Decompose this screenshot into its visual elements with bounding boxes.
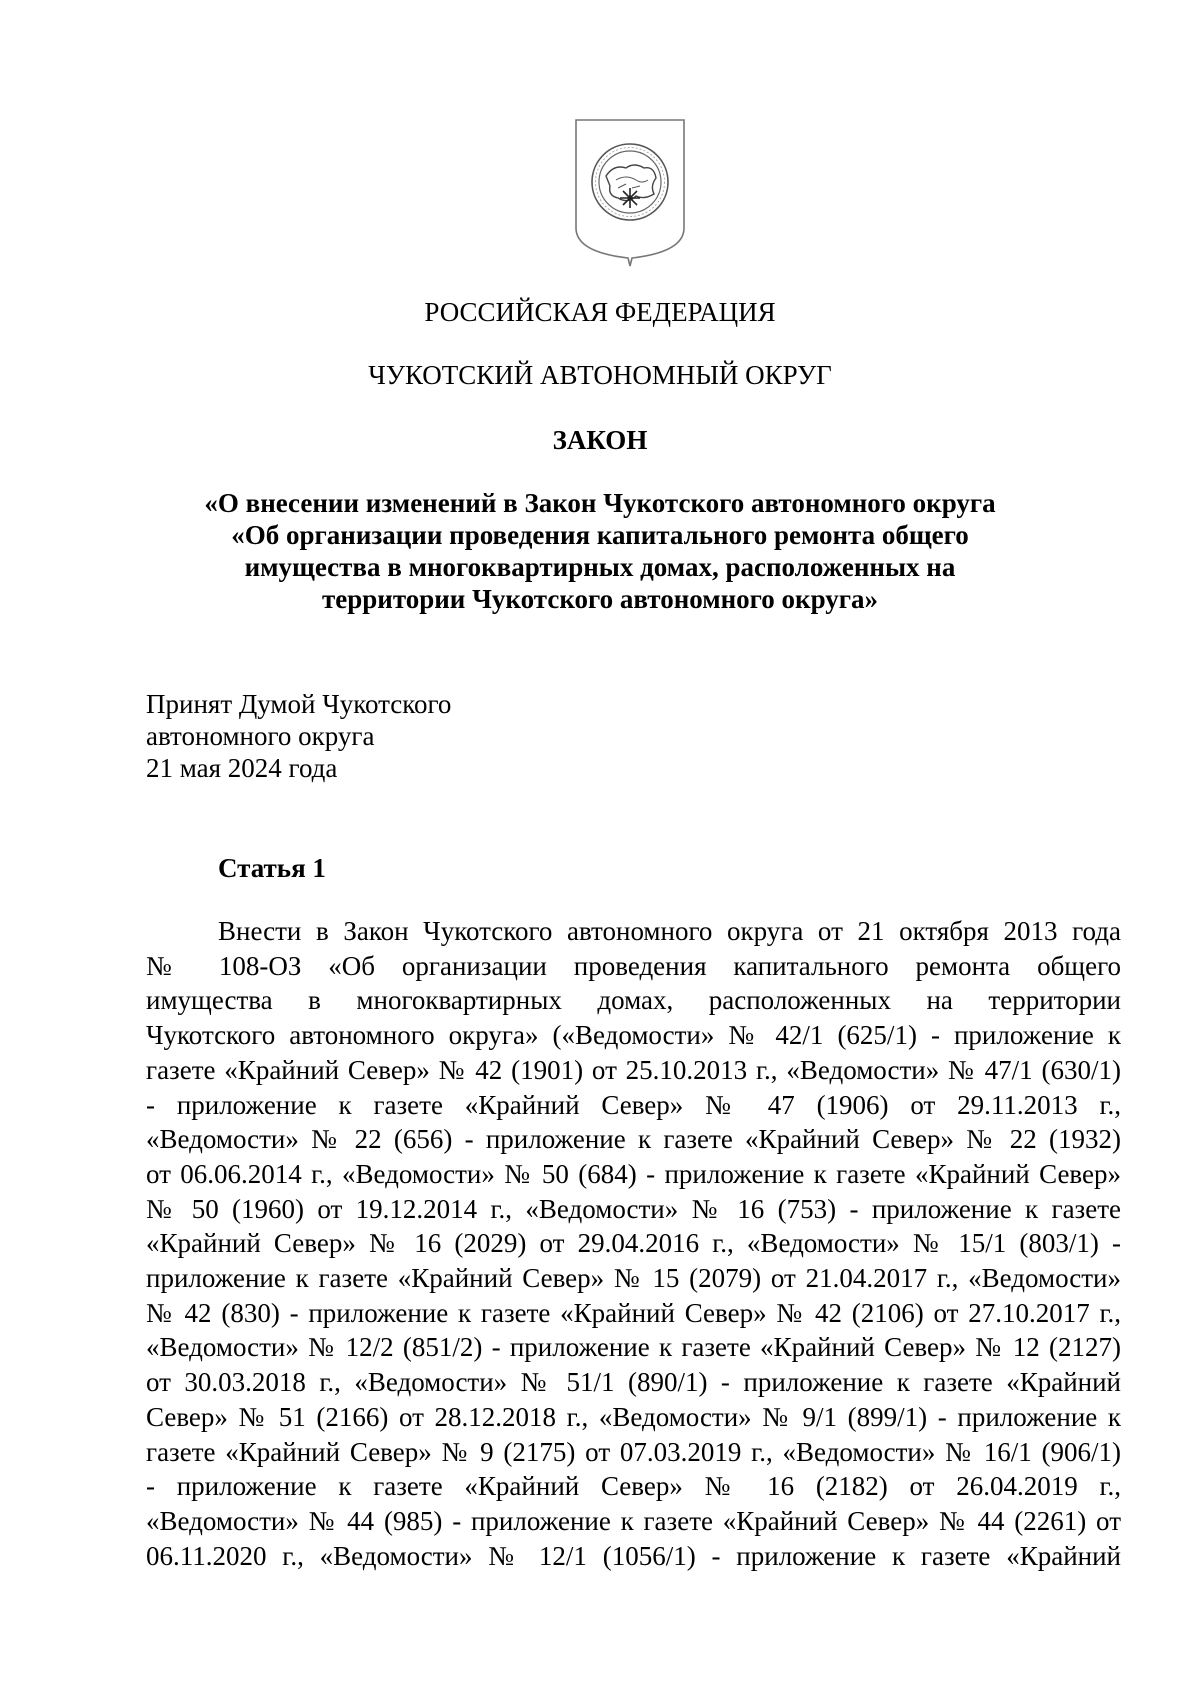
adoption-line: Принят Думой Чукотского (146, 689, 452, 719)
adoption-line: автономного округа (146, 721, 375, 751)
body-line: имущества в многоквартирных домах, расположенных на территории (146, 985, 1121, 1016)
body-line: от 30.03.2018 г., «Ведомости» № 51/1 (890/1) - приложение к газете «Крайний (146, 1367, 1121, 1398)
law-title-line: территории Чукотского автономного округа» (321, 584, 879, 614)
law-title (180, 487, 1020, 615)
body-line: газете «Крайний Север» № 9 (2175) от 07.03.2019 г., «Ведомости» № 16/1 (906/1) (146, 1436, 1121, 1467)
body-line: 06.11.2020 г., «Ведомости» № 12/1 (1056/1) - приложение к газете «Крайний (146, 1540, 1121, 1571)
body-line: «Крайний Север» № 16 (2029) от 29.04.2016 г., «Ведомости» № 15/1 (803/1) - (146, 1228, 1121, 1259)
law-title-line: «О внесении изменений в Закон Чукотского автономного округа (204, 488, 996, 518)
body-line: газете «Крайний Север» № 42 (1901) от 25.10.2013 г., «Ведомости» № 47/1 (630/1) (146, 1054, 1121, 1085)
body-line: - приложение к газете «Крайний Север» № 47 (1906) от 29.11.2013 г., (146, 1089, 1121, 1120)
body-line: - приложение к газете «Крайний Север» № 16 (2182) от 26.04.2019 г., (146, 1471, 1121, 1502)
article-body (146, 914, 1121, 1573)
body-line: приложение к газете «Крайний Север» № 15 (2079) от 21.04.2017 г., «Ведомости» (146, 1263, 1121, 1294)
body-line: «Ведомости» № 44 (985) - приложение к газете «Крайний Север» № 44 (2261) от (146, 1505, 1121, 1536)
body-line: «Ведомости» № 12/2 (851/2) - приложение к газете «Крайний Север» № 12 (2127) (146, 1332, 1121, 1363)
body-line: № 42 (830) - приложение к газете «Крайний Север» № 42 (2106) от 27.10.2017 г., (146, 1297, 1121, 1328)
adoption-date: 21 мая 2024 года (146, 753, 338, 783)
body-line: № 50 (1960) от 19.12.2014 г., «Ведомости» № 16 (753) - приложение к газете (146, 1193, 1121, 1224)
coat-of-arms-icon (570, 116, 690, 268)
region-name: ЧУКОТСКИЙ АВТОНОМНЫЙ ОКРУГ (368, 360, 832, 390)
document-type: ЗАКОН (552, 425, 648, 455)
adoption-note (146, 688, 451, 784)
article-heading: Статья 1 (218, 853, 326, 883)
country-name: РОССИЙСКАЯ ФЕДЕРАЦИЯ (424, 297, 776, 327)
body-line: Внести в Закон Чукотского автономного округа от 21 октября 2013 года (218, 916, 1121, 946)
body-line: «Ведомости» № 22 (656) - приложение к газете «Крайний Север» № 22 (1932) (146, 1124, 1121, 1155)
body-line: № 108-ОЗ «Об организации проведения капитального ремонта общего (146, 950, 1121, 981)
law-title-line: имущества в многоквартирных домах, расположенных на (244, 552, 956, 582)
law-title-line: «Об организации проведения капитального ремонта общего (231, 520, 969, 550)
body-line: от 06.06.2014 г., «Ведомости» № 50 (684) - приложение к газете «Крайний Север» (146, 1158, 1121, 1189)
body-line: Север» № 51 (2166) от 28.12.2018 г., «Ведомости» № 9/1 (899/1) - приложение к (146, 1401, 1121, 1432)
body-line: Чукотского автономного округа» («Ведомости» № 42/1 (625/1) - приложение к (146, 1020, 1121, 1051)
